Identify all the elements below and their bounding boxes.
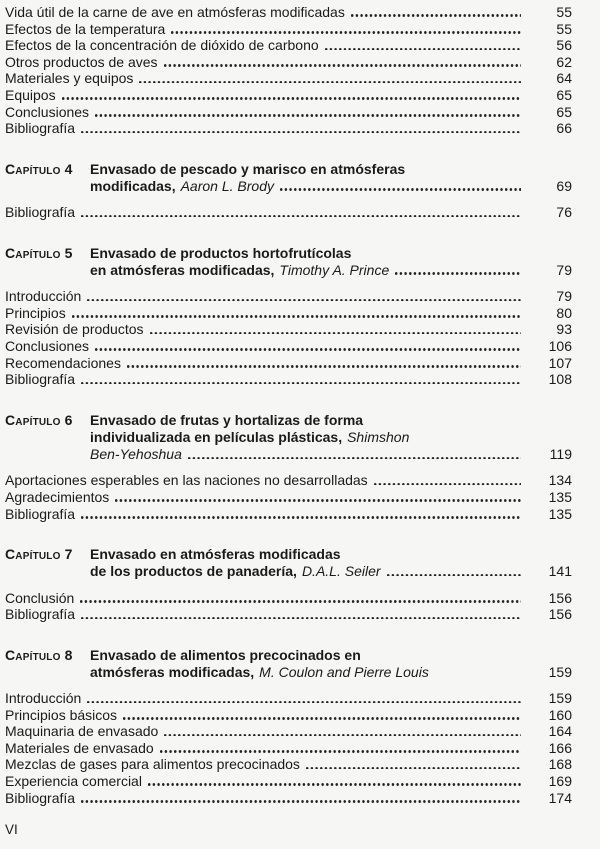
dot-leader (325, 48, 521, 51)
dot-leader (351, 14, 521, 17)
toc-entry-page: 56 (556, 37, 572, 54)
toc-entry-label: Vida útil de la carne de ave en atmósferas modificadas (5, 4, 345, 20)
toc-entry (5, 305, 572, 322)
chapter-author: M. Coulon and Pierre Louis (259, 663, 429, 680)
chapter-author: Aaron L. Brody (180, 177, 274, 194)
dot-leader (87, 299, 521, 302)
toc-entry (5, 288, 572, 305)
chapter-heading-4 (5, 161, 572, 195)
toc-entry-label: Otros productos de aves (5, 53, 158, 70)
toc-entry-page: 134 (548, 472, 572, 489)
chapter-author: Timothy A. Prince (279, 261, 390, 278)
toc-entry-page: 66 (556, 120, 572, 137)
dot-leader (188, 457, 521, 460)
chapter-page: 159 (548, 663, 572, 680)
dot-leader (95, 114, 521, 117)
dot-leader (81, 382, 521, 385)
toc-entry-page: 168 (548, 756, 572, 773)
toc-entry (5, 120, 572, 137)
toc-entry (5, 489, 572, 506)
toc-entry-label: Principios (5, 304, 66, 321)
chapter-heading-5 (5, 245, 572, 279)
page-number-footer: VI (5, 822, 18, 838)
dot-leader (81, 800, 521, 803)
toc-entry-page: 62 (556, 53, 572, 70)
dot-leader (387, 574, 521, 577)
dot-leader (171, 31, 521, 34)
toc-entry (5, 4, 572, 21)
toc-section-ch8 (5, 690, 572, 806)
toc-entry-page: 64 (556, 70, 572, 87)
toc-entry (5, 472, 572, 489)
dot-leader (95, 348, 521, 351)
toc-entry-label: Conclusiones (5, 103, 90, 120)
toc-entry (5, 790, 572, 807)
chapter-title-text: Envasado de productos hortofrutícolas (90, 244, 352, 261)
toc-entry-label: Equipos (5, 86, 56, 103)
toc-entry (5, 54, 572, 71)
toc-entry-page: 156 (548, 589, 572, 606)
toc-section-ch5 (5, 288, 572, 388)
chapter-label: Capítulo 5 (5, 244, 73, 261)
chapter-label: Capítulo 6 (5, 411, 73, 428)
chapter-page: 79 (556, 261, 572, 278)
toc-entry (5, 590, 572, 607)
toc-entry-label: Conclusiones (5, 337, 90, 354)
chapter-title-text: Envasado de pescado y marisco en atmósferas (90, 160, 406, 177)
toc-entry-label: Efectos de la concentración de dióxido de carbono (5, 37, 319, 54)
dot-leader (306, 767, 521, 770)
toc-entry (5, 371, 572, 388)
chapter-title-text: Envasado de frutas y hortalizas de forma (90, 411, 364, 428)
toc-entry-page: 55 (556, 20, 572, 37)
dot-leader (81, 516, 521, 519)
dot-leader (81, 215, 521, 218)
chapter-title-text: individualizada en películas plásticas, (90, 428, 343, 445)
toc-entry-label: Introducción (5, 288, 82, 305)
dot-leader (164, 734, 521, 737)
chapter-title (90, 412, 572, 464)
toc-entry-page: 55 (556, 4, 572, 20)
toc-entry-label: Maquinaria de envasado (5, 723, 159, 740)
toc-entry-label: Bibliografía (5, 120, 76, 137)
toc-entry-page: 107 (548, 354, 572, 371)
dot-leader (81, 131, 521, 134)
toc-entry-page: 79 (556, 288, 572, 305)
dot-leader (80, 600, 521, 603)
chapter-title-text: modificadas, (90, 177, 176, 194)
toc-entry-page: 174 (548, 789, 572, 806)
toc-entry-label: Mezclas de gases para alimentos precocinados (5, 756, 300, 773)
toc-entry (5, 21, 572, 38)
toc-section-ch7 (5, 590, 572, 623)
toc-entry (5, 756, 572, 773)
toc-entry-label: Materiales de envasado (5, 739, 154, 756)
toc-entry (5, 723, 572, 740)
dot-leader (81, 617, 521, 620)
chapter-author: Ben-Yehoshua (90, 446, 182, 463)
chapter-title-text: en atmósferas modificadas, (90, 261, 275, 278)
toc-entry (5, 70, 572, 87)
dot-leader (280, 188, 521, 191)
chapter-title (90, 647, 572, 681)
chapter-heading-6 (5, 412, 572, 464)
toc-entry-label: Bibliografía (5, 204, 76, 221)
chapter-author: D.A.L. Seiler (301, 563, 381, 580)
toc-entry-label: Principios básicos (5, 706, 118, 723)
toc-entry-label: Experiencia comercial (5, 773, 142, 790)
toc-entry-label: Agradecimientos (5, 488, 110, 505)
toc-entry-page: 135 (548, 488, 572, 505)
dot-leader (150, 332, 521, 335)
toc-entry (5, 506, 572, 523)
dot-leader (115, 499, 521, 502)
toc-entry-page: 160 (548, 706, 572, 723)
toc-section-ch6 (5, 472, 572, 522)
toc-section-pre (5, 4, 572, 137)
dot-leader (148, 783, 521, 786)
chapter-page: 119 (549, 446, 572, 463)
toc-entry (5, 37, 572, 54)
chapter-author: Shimshon (347, 428, 410, 445)
chapter-title (90, 546, 572, 580)
chapter-label: Capítulo 4 (5, 160, 73, 177)
toc-entry-label: Efectos de la temperatura (5, 20, 166, 37)
dot-leader (123, 717, 521, 720)
toc-entry-page: 65 (556, 86, 572, 103)
dot-leader (127, 365, 521, 368)
chapter-title-text: Envasado de alimentos precocinados en (90, 646, 361, 663)
chapter-title (90, 245, 572, 279)
chapter-page: 141 (548, 563, 572, 580)
toc-entry-page: 135 (548, 505, 572, 522)
chapter-label: Capítulo 7 (5, 546, 73, 563)
toc-entry (5, 355, 572, 372)
spacer (435, 674, 521, 677)
chapter-title-text: Envasado en atmósferas modificadas (90, 546, 341, 563)
toc-entry-page: 108 (548, 371, 572, 388)
dot-leader (395, 272, 521, 275)
toc-entry-page: 166 (548, 739, 572, 756)
dot-leader (374, 483, 521, 486)
toc-section-ch4 (5, 204, 572, 221)
toc-entry-label: Revisión de productos (5, 321, 144, 338)
toc-entry (5, 87, 572, 104)
toc-entry (5, 338, 572, 355)
toc-entry (5, 204, 572, 221)
toc-entry (5, 606, 572, 623)
toc-entry (5, 707, 572, 724)
chapter-page: 69 (556, 177, 572, 194)
toc-entry-page: 164 (548, 723, 572, 740)
toc-entry-label: Aportaciones esperables en las naciones no desarrolladas (5, 472, 368, 489)
toc-entry-page: 76 (556, 204, 572, 221)
dot-leader (62, 97, 521, 100)
chapter-title-text: atmósferas modificadas, (90, 663, 255, 680)
toc-entry (5, 321, 572, 338)
dot-leader (72, 315, 521, 318)
toc-entry (5, 740, 572, 757)
toc-entry-label: Materiales y equipos (5, 70, 134, 87)
chapter-label: Capítulo 8 (5, 646, 73, 663)
toc-entry-label: Bibliografía (5, 606, 76, 623)
dot-leader (164, 64, 521, 67)
toc-entry (5, 104, 572, 121)
toc-entry (5, 690, 572, 707)
toc-entry-page: 106 (548, 337, 572, 354)
chapter-title-text: de los productos de panadería, (90, 563, 297, 580)
dot-leader (87, 701, 521, 704)
chapter-heading-7 (5, 546, 572, 580)
toc-entry-page: 80 (556, 304, 572, 321)
toc-entry-page: 93 (556, 321, 572, 338)
toc-entry-page: 159 (548, 690, 572, 707)
toc-entry (5, 773, 572, 790)
toc-entry-label: Introducción (5, 690, 82, 707)
chapter-title (90, 161, 572, 195)
toc-entry-label: Bibliografía (5, 505, 76, 522)
toc-entry-label: Bibliografía (5, 371, 76, 388)
dot-leader (160, 750, 521, 753)
toc-entry-page: 65 (556, 103, 572, 120)
toc-entry-page: 156 (548, 606, 572, 623)
toc-entry-label: Recomendaciones (5, 354, 121, 371)
chapter-heading-8 (5, 647, 572, 681)
toc-entry-label: Conclusión (5, 589, 75, 606)
toc-entry-label: Bibliografía (5, 789, 76, 806)
dot-leader (139, 81, 521, 84)
toc-entry-page: 169 (548, 773, 572, 790)
